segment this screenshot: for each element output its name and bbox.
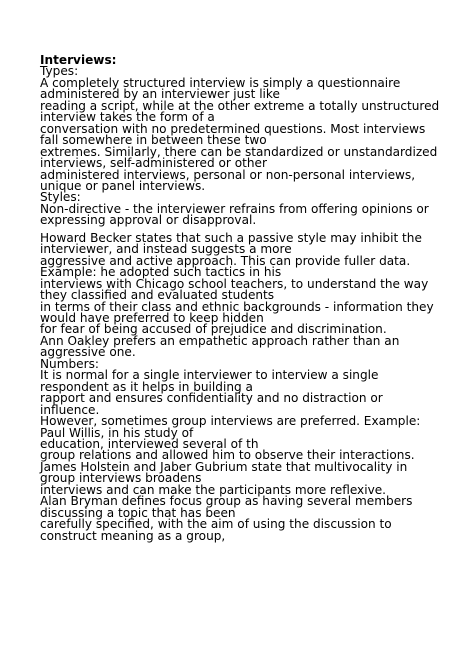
text-line: fall somewhere in between these two	[40, 133, 267, 148]
text-line: However, sometimes group interviews are preferred. Example:	[40, 414, 421, 429]
text-line: unique or panel interviews.	[40, 178, 206, 193]
text-line: interview takes the form of a	[40, 110, 215, 125]
text-line: in terms of their class and ethnic backgrounds - information they	[40, 299, 434, 314]
text-line: group relations and allowed him to observe their interactions.	[40, 448, 415, 463]
text-line: for fear of being accused of prejudice and discrimination.	[40, 322, 387, 337]
text-line: interviews, self-administered or other	[40, 156, 267, 171]
text-line: Numbers:	[40, 356, 99, 371]
text-line: influence.	[40, 402, 100, 417]
document-heading: Interviews:	[40, 53, 117, 67]
text-line: construct meaning as a group,	[40, 528, 226, 543]
text-line: A completely structured interview is simply a questionnaire	[40, 75, 401, 90]
text-line: interviews with Chicago school teachers, to understand the way	[40, 276, 429, 291]
text-line: group interviews broadens	[40, 471, 202, 486]
text-line: rapport and ensures confidentiality and no distraction or	[40, 391, 383, 406]
text-line: extremes. Similarly, there can be standardized or unstandardized	[40, 144, 438, 159]
text-line: interviewer, and instead suggests a more	[40, 242, 292, 257]
text-line: discussing a topic that has been	[40, 505, 236, 520]
text-line: reading a script, while at the other extreme a totally unstructured	[40, 98, 440, 113]
text-line: interviews and can make the participants more reflexive.	[40, 482, 387, 497]
text-line: Styles:	[40, 190, 81, 205]
text-line: would have preferred to keep hidden	[40, 310, 264, 325]
text-line: Ann Oakley prefers an empathetic approach rather than an	[40, 333, 400, 348]
text-line: they classified and evaluated students	[40, 288, 275, 303]
text-line: expressing approval or disapproval.	[40, 213, 257, 228]
text-line: carefully specified, with the aim of using the discussion to	[40, 517, 392, 532]
text-line: aggressive and active approach. This can provide fuller data.	[40, 253, 411, 268]
text-line: It is normal for a single interviewer to interview a single	[40, 368, 379, 383]
text-line: administered by an interviewer just like	[40, 87, 280, 102]
text-line: Example: he adopted such tactics in his	[40, 265, 282, 280]
text-line: Non-directive - the interviewer refrains from offering opinions or	[40, 201, 429, 216]
text-line: Howard Becker states that such a passive style may inhibit the	[40, 230, 422, 245]
text-line: Paul Willis, in his study of	[40, 425, 194, 440]
text-line: administered interviews, personal or non-personal interviews,	[40, 167, 416, 182]
text-line: Alan Bryman defines focus group as having several members	[40, 494, 413, 509]
document-text	[40, 55, 440, 542]
text-line: conversation with no predetermined questions. Most interviews	[40, 121, 426, 136]
text-line: Types:	[40, 64, 79, 79]
text-line: aggressive one.	[40, 345, 136, 360]
text-line: James Holstein and Jaber Gubrium state that multivocality in	[40, 459, 408, 474]
text-line: respondent as it helps in building a	[40, 379, 253, 394]
text-line: education, interviewed several of th	[40, 436, 259, 451]
